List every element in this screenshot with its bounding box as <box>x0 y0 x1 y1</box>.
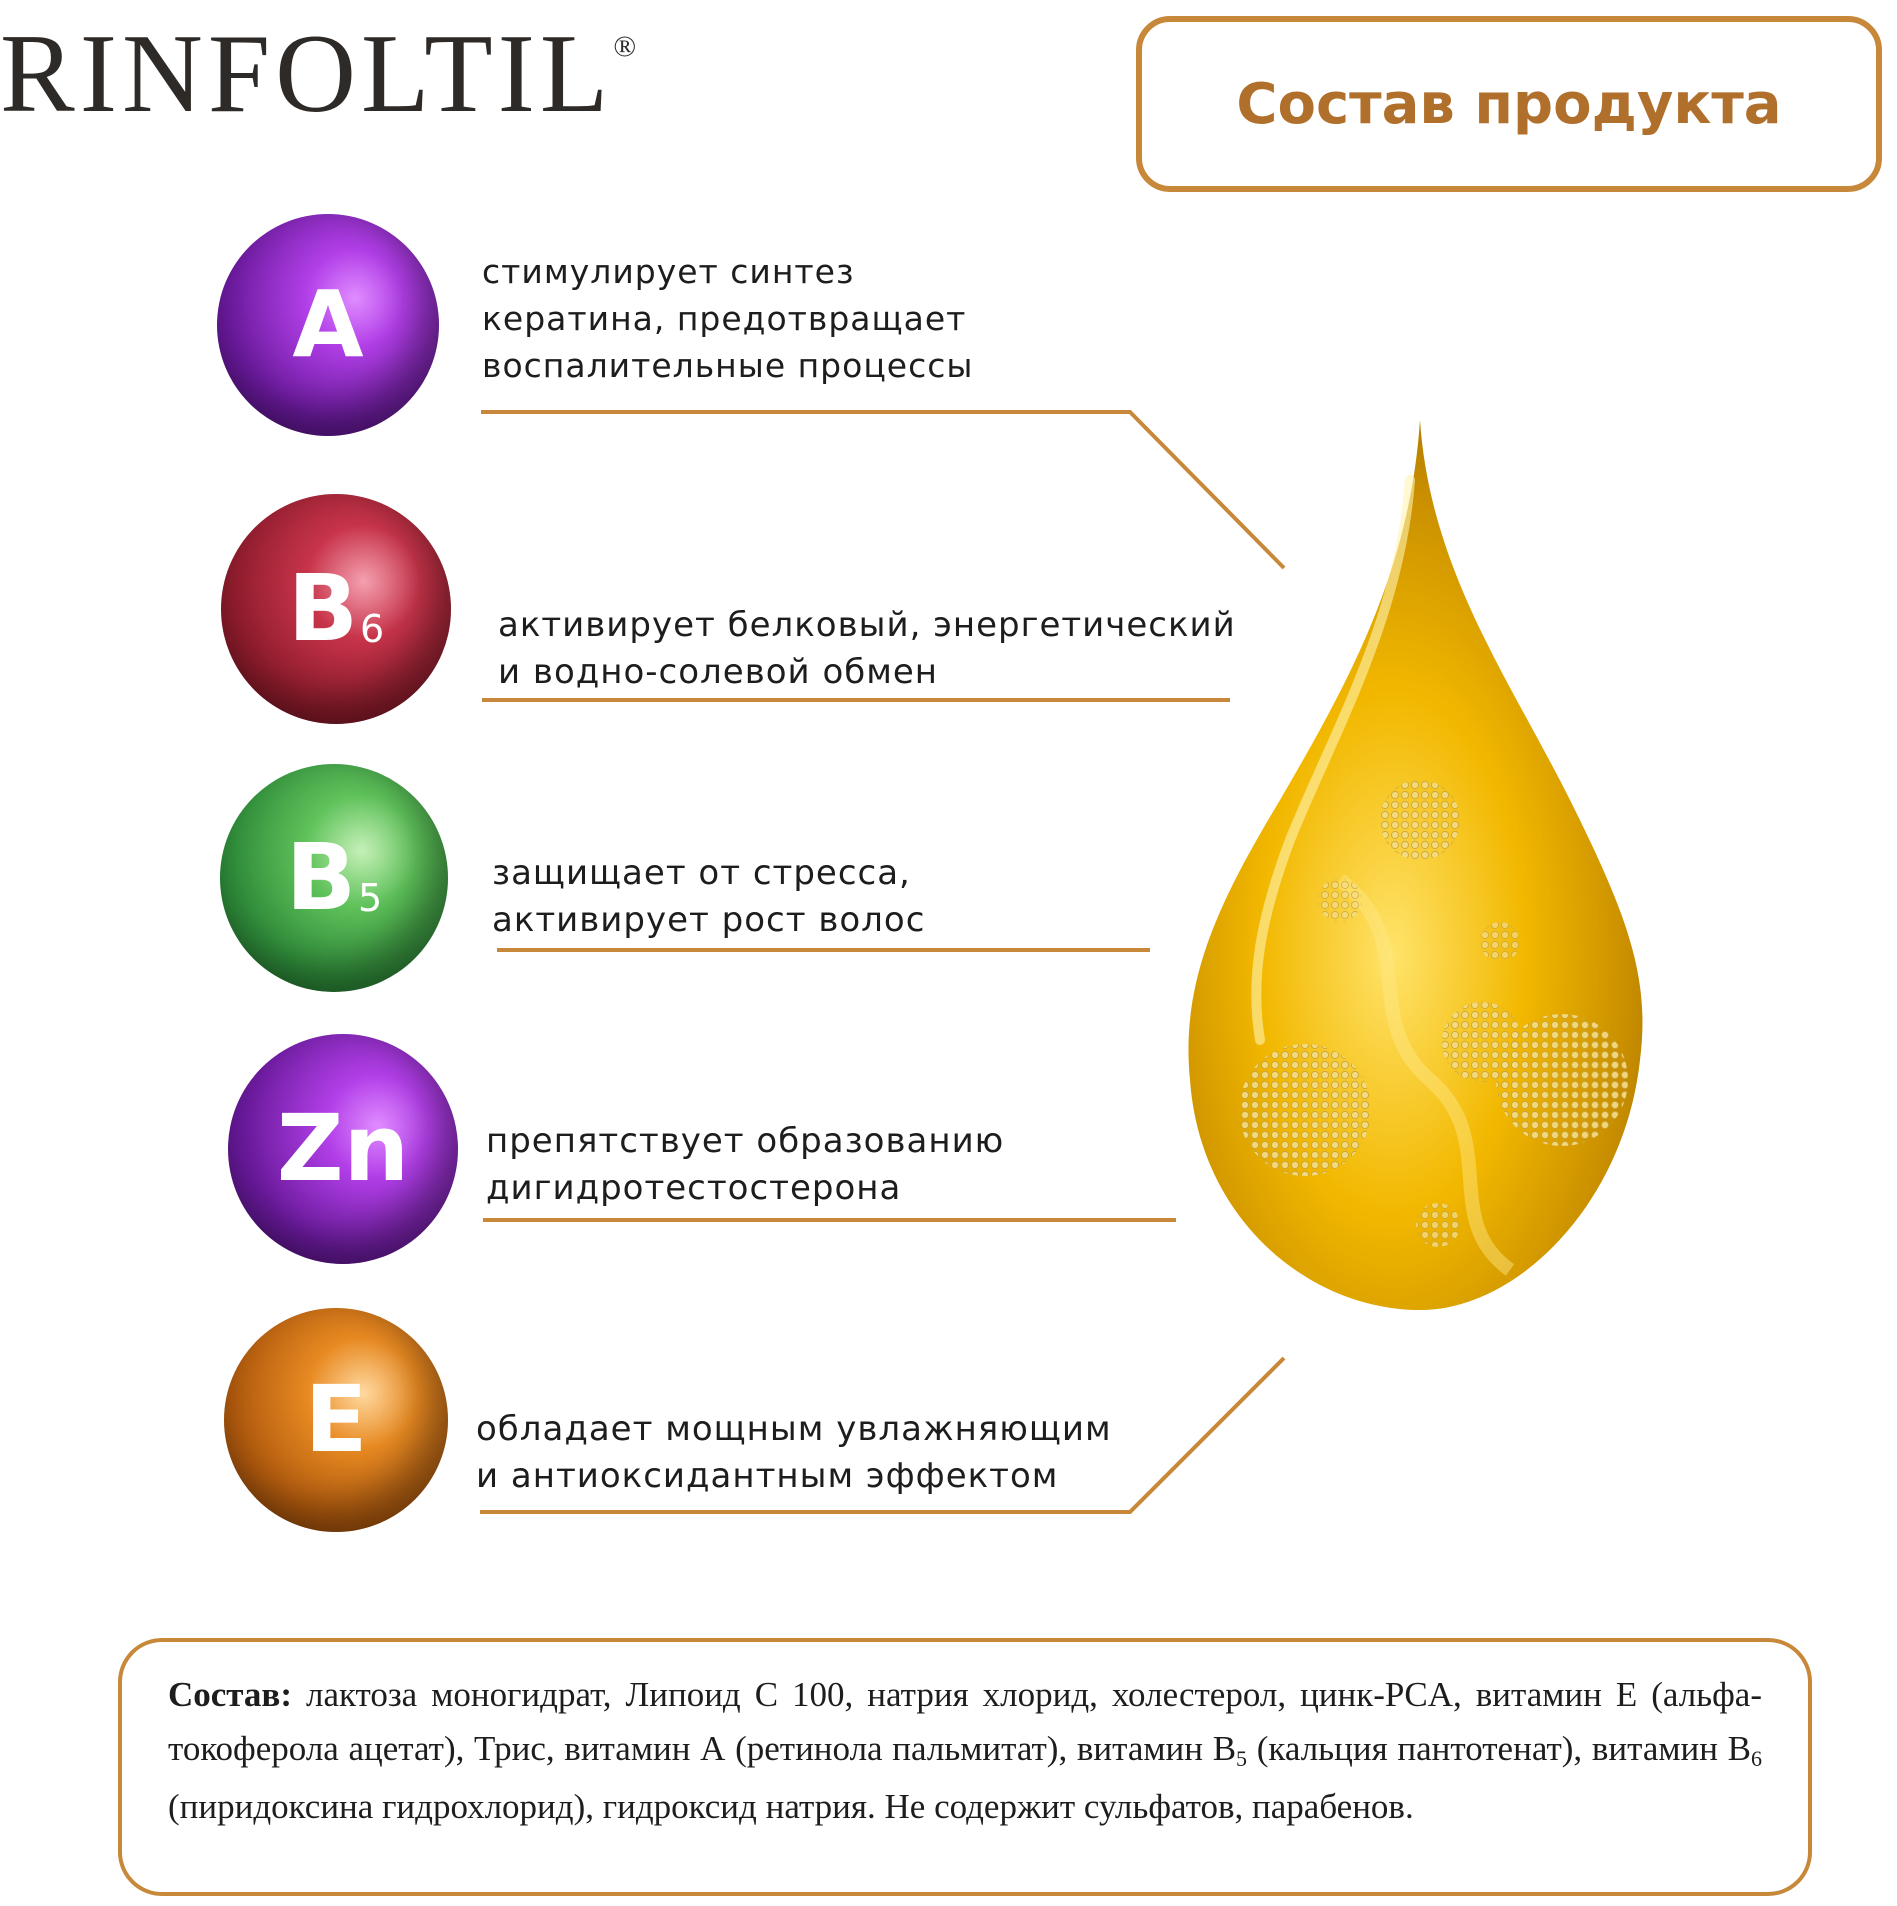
vitamin-b5-ball <box>220 764 448 992</box>
oil-drop-illustration <box>1180 420 1680 1320</box>
desc-line: и водно-солевой обмен <box>498 652 939 692</box>
vitamin-a-symbol: A <box>292 271 364 378</box>
bubble <box>1239 1044 1371 1176</box>
zinc-symbol: Zn <box>276 1095 410 1202</box>
desc-line: воспалительные процессы <box>482 346 974 385</box>
desc-line: защищает от стресса, <box>492 853 911 893</box>
page-title: Состав продукта <box>1236 71 1782 137</box>
vitamin-b6-description <box>498 602 1236 696</box>
line-a <box>481 412 1284 568</box>
bubble <box>1416 1203 1460 1247</box>
vitamin-e-ball <box>224 1308 448 1532</box>
bubble <box>1496 1014 1628 1146</box>
vitamin-b5-symbol: B <box>285 824 356 931</box>
desc-line: препятствует образованию <box>486 1121 1005 1161</box>
composition-sub-2: 6 <box>1751 1746 1762 1771</box>
composition-label: Состав: <box>168 1675 292 1714</box>
bubble <box>1380 780 1460 860</box>
desc-line: стимулирует синтез <box>482 252 855 291</box>
logo-text: RINFOLTIL <box>0 12 614 136</box>
composition-text <box>168 1668 1762 1834</box>
vitamin-a-ball <box>217 214 439 436</box>
bubble <box>1480 922 1520 962</box>
registered-mark: ® <box>613 30 637 63</box>
desc-line: активирует рост волос <box>492 900 926 940</box>
composition-part-2: (кальция пантотенат), витамин В <box>1247 1729 1751 1768</box>
vitamin-a-description <box>482 248 973 389</box>
composition-part-3: (пиридоксина гидрохлорид), гидроксид натрия. Не содержит сульфатов, парабенов. <box>168 1787 1414 1826</box>
zinc-ball <box>228 1034 458 1264</box>
desc-line: и антиоксидантным эффектом <box>476 1456 1059 1496</box>
desc-line: активирует белковый, энергетический <box>498 605 1236 645</box>
zinc-description <box>486 1118 1004 1212</box>
vitamin-b6-subscript: 6 <box>359 607 385 651</box>
desc-line: дигидротестостерона <box>486 1168 902 1208</box>
vitamin-b6-ball <box>221 494 451 724</box>
composition-part-1: лактоза моногидрат, Липоид С 100, натрия хлорид, холестерол, цинк-PCA, витамин Е (альфа-токоферола ацетат), Трис, витамин А (ретинола пальмитат), витамин В <box>168 1675 1762 1768</box>
desc-line: обладает мощным увлажняющим <box>476 1409 1112 1449</box>
vitamin-b5-subscript: 5 <box>357 876 383 920</box>
composition-box <box>118 1638 1812 1896</box>
bubble <box>1318 878 1362 922</box>
vitamin-e-description <box>476 1406 1112 1500</box>
vitamin-b5-description <box>492 850 925 944</box>
vitamin-b6-symbol: B <box>287 555 358 662</box>
vitamin-e-symbol: E <box>304 1366 368 1473</box>
composition-sub-1: 5 <box>1236 1746 1248 1771</box>
drop-shape <box>1188 420 1642 1310</box>
desc-line: кератина, предотвращает <box>482 299 967 338</box>
